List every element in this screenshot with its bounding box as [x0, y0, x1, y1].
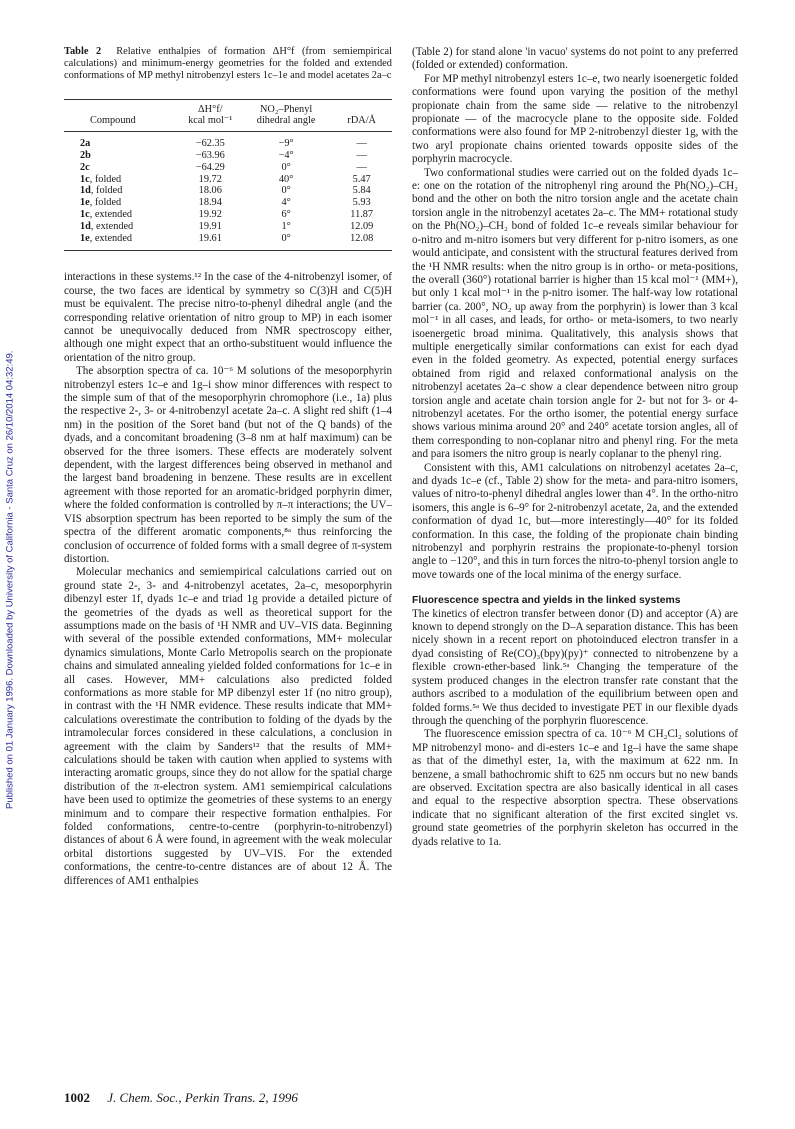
body-paragraph: Molecular mechanics and semiempirical calculations carried out on ground state 2-, 3- and 4-nitrobenzyl acetates, 2a–c, mesoporphyrin dibenzyl ester 1f, dyads 1c–e and triad 1g provide a detailed picture of the geometries of the dyads as well as theoretical support for the assumptions made on the basis of ¹H NMR and UV–VIS data. Beginning with several of the possible extended conformations, MM+ molecular dynamics simulations, Monte Carlo Metropolis search on the propionate chains and simulated annealing yielded folded conformations for 1c–e in all cases. However, MM+ calculations also predicted folded conformations as more stable for MP dibenzyl ester 1f (no nitro group), in contrast with the ¹H NMR evidence. These results indicate that MM+ calculations overestimate the contribution to folding of the dyads by the intramolecular forces considered in these calculations, a conclusion in agreement with the claim by Sanders¹² that the results of MM+ calculations should be taken with caution when applied to systems with interacting aromatic groups, since they do not allow for the spatial charge distribution of the π-electron system. AM1 semiempirical calculations have been used to optimize the geometries of these systems to an energy minimum and to compare their respective formation enthalpies. For folded conformations, centre-to-centre (porphyrin-to-nitrobenzyl) distances of about 6 Å were found, in agreement with the weak molecular orbital distortions suggested by UV–VIS. For the extended conformations, the centre-to-centre distances are of about 12 Å. The differences of AM1 enthalpies — [64, 566, 392, 887]
page-number: 1002 — [64, 1090, 90, 1105]
header-dihedral: NO₂–Phenyl dihedral angle — [241, 99, 332, 132]
table-caption-text: Relative enthalpies of formation ΔH°f (from semiempirical calculations) and minimum-energy geometries for the folded and extended conformations of MP methyl nitrobenzyl esters 1c–1e and model acetates 2a–c — [64, 46, 393, 82]
header-rda: rDA/Å — [331, 99, 392, 132]
body-paragraph: interactions in these systems.¹² In the case of the 4-nitrobenzyl isomer, of course, the two faces are identical by symmetry so C(3)H and C(5)H must be equivalent. The precise nitro-to-phenyl dihedral angle (and the corresponding relative orientation of nitro group to MP) in each isomer cannot be unequivocally deduced from NMR spectroscopy either, although one might expect that an ortho-substituent would influence the orientation of the nitro group. — [64, 271, 392, 364]
body-paragraph: The absorption spectra of ca. 10⁻⁶ M solutions of the mesoporphyrin nitrobenzyl esters 1c–e and 1g–i show minor differences with respect to the simple sum of that of the mesoporphyrin chromophore (i.e., 1a) plus the respective 2-, 3- or 4-nitrobenzyl acetate 2a–c. A slight red shift (1–4 nm) in the position of the Soret band (but not of the Q bands) of the dyads, and a concomitant broadening (3–8 nm at half maximum) can be observed for the three isomers. These effects are moderately solvent dependent, with the largest differences being observed in methanol and the largest band broadening in benzene. These results are in excellent agreement with those reported for an aromatic-bridged porphyrin dimer, where the folded conformation is controlled by π–π interactions; the UV–VIS absorption spectrum has been reported to be simply the sum of the spectra of the different aromatic components,⁸ᵃ thus reinforcing the conclusion of occurrence of folded forms with a small degree of π-system distortion. — [64, 365, 392, 565]
section-heading: Fluorescence spectra and yields in the linked systems — [412, 595, 681, 607]
table-row: 1c, extended 19.92 6° 11.87 — [80, 208, 374, 220]
table-2 — [64, 99, 392, 252]
download-notice: Published on 01 January 1996. Downloaded by University of California - Santa Cruz on 26/10/2014 04:32:49. — [4, 350, 16, 810]
page-footer — [64, 1090, 298, 1106]
body-paragraph: (Table 2) for stand alone 'in vacuo' systems do not point to any preferred (folded or extended) conformation. — [412, 46, 738, 72]
table-row: 1d, folded 18.06 0° 5.84 — [80, 185, 371, 197]
body-paragraph: Consistent with this, AM1 calculations on nitrobenzyl acetates 2a–c, and dyads 1c–e (cf., Table 2) show for the meta- and para-nitro isomers, values of nitro-to-phenyl dihedral angles lower than 4°. In the ortho-nitro isomers, this angle is 6–9° for 2-nitrobenzyl acetate, 2a, and the extended conformation of dyad 1c, but—more interestingly—40° for its folded conformation. In this case, the folding of the propionate chain binding nitrobenzyl and porphyrin restrains the propionate-to-phenyl torsion angle to −120°, and this in turn forces the nitro-to-phenyl torsion angle to move towards one of the local minima of the energy surface. — [412, 461, 738, 581]
body-paragraph: Two conformational studies were carried out on the folded dyads 1c–e: one on the rotation of the nitrophenyl ring around the Ph(NO₂)–CH₂ bond and the other on both the nitro torsion angle and the acetate chain torsion angle in the nitrobenzyl acetates 2a–c. The MM+ rotational study on the Ph(NO₂)–CH₂ bond of folded 1c–e reveals similar behaviour for o-nitro and m-nitro isomers but very different for p-nitro isomers, as one would anticipate, and consistent with the structural features derived from the ¹H NMR results: when the nitro group is in ortho- or meta-positions, the overall (360°) rotational barrier is higher than 15 kcal mol⁻¹ (MM+), but only 1 kcal mol⁻¹ in the p-nitro isomer. The half-way low rotational barrier (ca. 200°, NO₂ up away from the porphyrin) is lower than 3 kcal mol⁻¹ in all cases, and leads, for ortho- or meta-isomers, to two nearly isoenergetic broad minima. Qualitatively, this analysis shows that multiple energetically similar conformations can exist for each dyad even in the folded geometry. As expected, potential energy surfaces obtained from rigid and relaxed conformational analysis on the nitrobenzyl acetates 2a–c show a clear dependence between nitro group torsion angle and acetate chain torsion angle for 2- but not for 3- or 4-nitrobenzyl acetates. For the ortho isomer, the potential energy surface shows various minima around 20° and 240° acetate torsion angles, all of them corresponding to non-coplanar nitro and phenyl ring. For the meta and para isomers the nitro group is nearly coplanar to the phenyl ring. — [412, 166, 738, 461]
table-row: 1e, extended 19.61 0° 12.08 — [64, 233, 392, 251]
table-row: 2c −64.29 0° — — [80, 161, 367, 173]
body-paragraph: The kinetics of electron transfer between donor (D) and acceptor (A) are known to depend strongly on the D–A separation distance. This has been nicely shown in a recent report on photoinduced electron transfer in a dyad consisting of Re(CO)₃(bpy)(py)⁺ connected to nitrobenzene by a flexible crown-ether-based link.⁵ᵃ Changing the temperature of the system produced changes in the electron transfer rate constant that the authors ascribed to a modulation of the equilibrium between open and folded forms.⁵ᵃ We thus decided to investigate PET in our flexible dyads through the quenching of the porphyrin fluorescence. — [412, 607, 738, 727]
table-caption — [64, 46, 392, 83]
header-compound: Compound — [64, 99, 180, 132]
table-row: 1d, extended 19.91 1° 12.09 — [80, 220, 374, 232]
table-row: 1c, folded 19.72 40° 5.47 — [80, 173, 371, 185]
table-row: 1e, folded 18.94 4° 5.93 — [80, 197, 371, 209]
body-paragraph: The fluorescence emission spectra of ca. 10⁻⁶ M CH₂Cl₂ solutions of MP nitrobenzyl mono- and di-esters 1c–e and 1g–i have the same shape as that of the dimethyl ester, 1a, with the maximum at 622 nm. In benzene, a small bathochromic shift to 625 nm occurs but no new bands are observed. Excitation spectra are also basically identical in all cases and equal to the respective absorption spectra. These observations indicate that no significant alteration of the first excited singlet vs. ground state geometries of the porphyrin skeleton has occurred in the dyads relative to 1a. — [412, 728, 738, 848]
journal-citation: J. Chem. Soc., Perkin Trans. 2, 1996 — [107, 1090, 298, 1105]
header-enthalpy: ΔH°f/ kcal mol⁻¹ — [180, 99, 241, 132]
left-column — [64, 46, 392, 888]
table-label: Table 2 — [64, 46, 102, 57]
table-row: 2a −62.35 −9° — — [64, 132, 392, 150]
right-column — [412, 46, 738, 849]
body-paragraph: For MP methyl nitrobenzyl esters 1c–e, two nearly isoenergetic folded conformations were found upon varying the position of the methyl propionate chain from the same side — relative to the nitrobenzyl propionate — of the macrocycle plane to the opposite side. Folded conformations were also found for MP 2-nitrobenzyl diester 1g, with the two aryl propionate chains oriented towards opposite sides of the porphyrin macrocycle. — [412, 72, 738, 166]
table-row: 2b −63.96 −4° — — [80, 150, 367, 161]
